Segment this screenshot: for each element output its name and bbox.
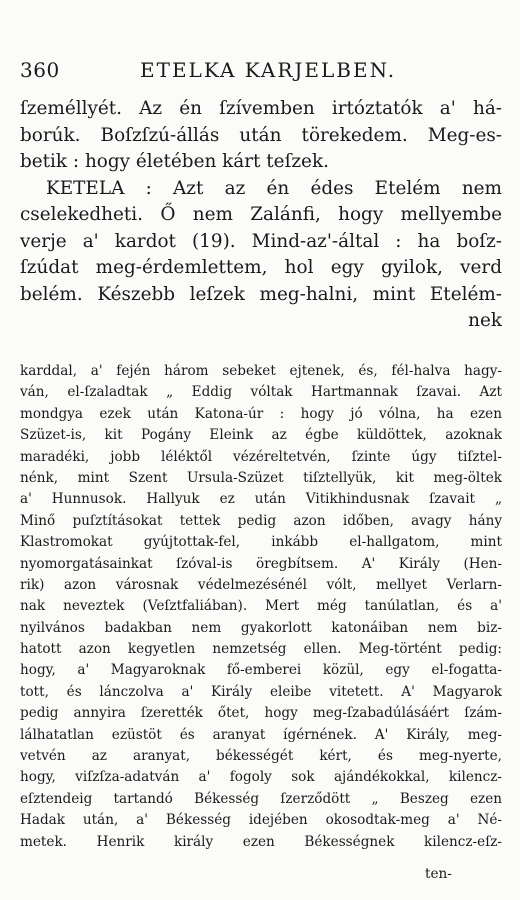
footnote-line: Szüzet-is, kit Pogány Eleink az égbe küldöttek, azoknak [20, 427, 502, 444]
footnote-line: lálhatatlan ezüstöt és aranyat ígérnének. A' Király, meg- [20, 726, 502, 743]
page-number: 360 [20, 58, 60, 82]
footnote-line: Klastromokat gyújtottak-fel, inkább el-hallgatom, mint [20, 534, 502, 551]
footnote-line: hogy, a' Magyaroknak fő-emberei közül, egy el-fogatta- [20, 662, 502, 679]
footnote-line: rik) azon városnak védelmezésénél vólt, mellyet Verlarn- [20, 576, 502, 593]
footnote-line: mondgya ezek után Katona-úr : hogy jó vólna, ha ezen [20, 405, 502, 422]
main-text [20, 96, 502, 335]
main-text-line: borúk. Boſzſzú-állás után törekedem. Meg-es- [20, 124, 502, 146]
page-header [20, 58, 500, 86]
main-text-line: cselekedheti. Ő nem Zalánfi, hogy mellyembe [20, 204, 502, 225]
footnote-line: nyilvános badakban nem gyakorlott katonáiban nem biz- [20, 619, 502, 636]
footnote-line: a' Hunnusok. Hallyuk ez után Vitikhindusnak ſzavait „ [20, 491, 502, 508]
main-text-line: ſzeméllyét. Az én ſzívemben irtóztatók a' há- [20, 98, 502, 119]
footnote-line: karddal, a' fején három sebeket ejtenek, és, fél-halva hagy- [20, 363, 502, 379]
footnote-line: metek. Henrik király ezen Békességnek kilencz-eſz- [20, 833, 502, 850]
footnote-line: hogy, viſzſza-adatván a' fogoly sok ajándékokkal, kilencz- [20, 769, 502, 786]
main-text-line: nek [468, 310, 502, 331]
main-text-line: belém. Készebb leſzek meg-halni, mint Etelém- [20, 283, 502, 305]
footnote-line: vetvén az aranyat, békességét kért, és meg-nyerte, [20, 748, 502, 765]
footnote-line: Hadak után, a' Békesség idejében okosodtak-meg a' Né- [20, 812, 502, 829]
footnote-line: nyomorgatásainkat ſzóval-is öregbítsem. A' Király (Hen- [20, 555, 502, 572]
catchword: ten- [425, 866, 452, 882]
footnote-line: Minő puſztításokat tettek pedig azon időben, avagy hány [20, 512, 502, 529]
footnote-line: nénk, mint Szent Ursula-Szüzet tiſztellyük, kit meg-öltek [20, 469, 502, 486]
footnote-line: ván, el-ſzaladtak „ Eddig vóltak Hartmannak ſzavai. Azt [20, 384, 502, 401]
running-head: ETELKA KARJELBEN. [140, 58, 397, 82]
footnote-line: hatott azon kegyetlen nemzetség ellen. Meg-történt pedig: [20, 641, 502, 658]
footnote [20, 361, 502, 853]
footnote-line: pedig annyira ſzerették őtet, hogy meg-ſzabadúlásáért ſzám- [20, 705, 502, 722]
main-text-line: ſzúdat meg-érdemlettem, hol egy gyilok, verd [20, 257, 502, 278]
main-text-line: KETELA : Azt az én édes Etelém nem [46, 177, 502, 199]
footnote-line: eſztendeig tartandó Békesség ſzerződött „ Beszeg ezen [20, 790, 502, 807]
footnote-line: nak neveztek (Veſztfaliában). Mert még tanúlatlan, és a' [20, 598, 502, 615]
footnote-line: tott, és lánczolva a' Király eleibe vitetett. A' Magyarok [20, 683, 502, 700]
main-text-line: verje a' kardot (19). Mind-az'-által : ha boſz- [20, 230, 502, 252]
main-text-line: betik : hogy életében kárt teſzek. [20, 151, 329, 172]
footnote-line: maradéki, jobb léléktől vézéreltetvén, ſzinte úgy tiſztel- [20, 448, 502, 465]
